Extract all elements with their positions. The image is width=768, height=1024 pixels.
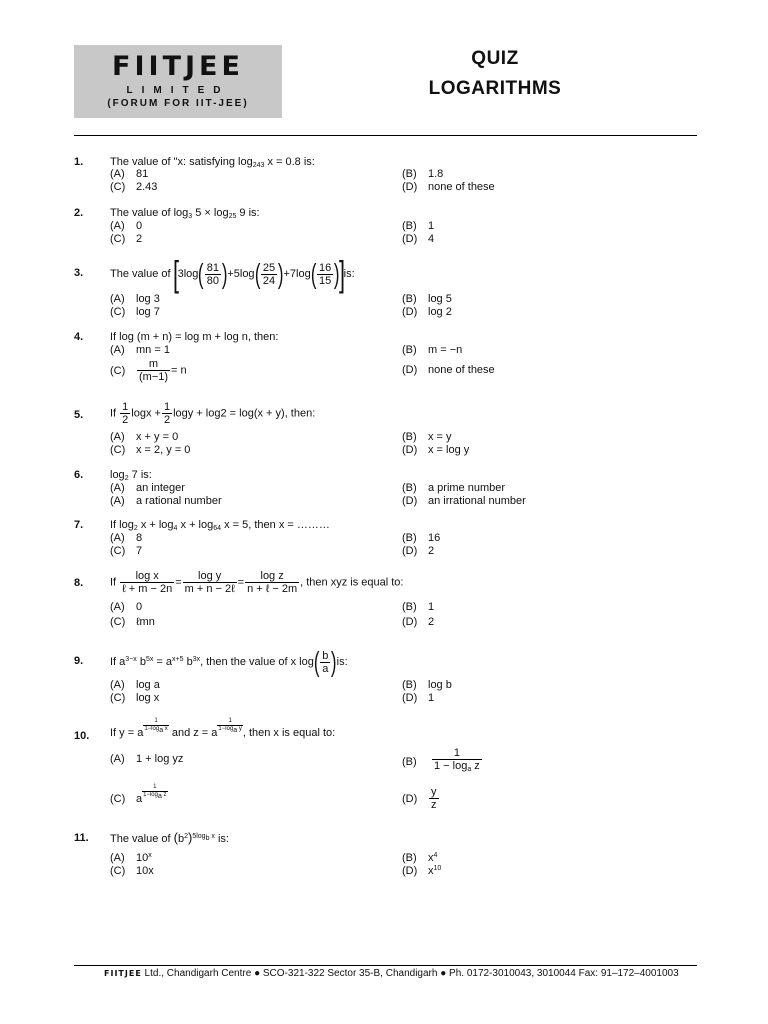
option-c: (C) 2 — [110, 233, 143, 245]
option-d: (D) none of these — [402, 364, 495, 376]
option-c: (C) a $\frac{1}{1-\log_a z}$ — [110, 784, 167, 805]
option-b: (B) 1 — [402, 601, 435, 613]
option-a: (A) 81 — [110, 168, 149, 180]
footer-brand: FIITJEE — [104, 969, 142, 978]
question-7 — [74, 519, 697, 557]
question-number: 5. — [74, 409, 84, 421]
logo-brand-text: FIITJEE — [112, 51, 244, 82]
question-text: If $\frac{1}{2}$ logx + $\frac{1}{2}$ logy + log2 = log(x + y), then: — [110, 401, 316, 426]
question-text: If log (m + n) = log m + log n, then: — [110, 331, 279, 343]
logo-forum-text: (FORUM FOR IIT-JEE) — [107, 98, 249, 109]
option-a: (A) mn = 1 — [110, 344, 170, 356]
question-6 — [74, 469, 697, 507]
option-a: (A) 8 — [110, 532, 143, 544]
option-b: (B) a prime number — [402, 482, 506, 494]
option-d: (D) $x^{10}$ — [402, 865, 442, 877]
question-number: 2. — [74, 207, 84, 219]
option-d: (D) 1 — [402, 692, 435, 704]
question-11 — [74, 830, 697, 877]
option-a: (A) 0 — [110, 220, 143, 232]
question-number: 9. — [74, 655, 84, 667]
question-2 — [74, 207, 697, 245]
question-text: If $\log_2 x + \log_4 x + \log_{64} x = 5$, then x = ……… — [110, 519, 330, 532]
option-c: (C) 10x — [110, 865, 154, 877]
option-c: (C) 2.43 — [110, 181, 158, 193]
question-3 — [74, 253, 697, 318]
option-d: (D) an irrational number — [402, 495, 526, 507]
brand-logo — [74, 45, 282, 118]
question-text: If $\frac{\text{log x}}{\text{ℓ + m − 2n}}$ = $\frac{\text{log y}}{\text{m + n − 2ℓ}}$ = $\frac{\text{log z}}{\text{n + ℓ − 2m}}$ , then xyz is equal to: — [110, 570, 404, 595]
question-number: 6. — [74, 469, 84, 481]
footer-rule — [74, 965, 697, 966]
option-b: (B) x = y — [402, 431, 452, 443]
question-8 — [74, 570, 697, 628]
option-c: (A) a rational number — [110, 495, 222, 507]
option-d: (D) x = log y — [402, 444, 470, 456]
question-1 — [74, 156, 697, 193]
question-number: 1. — [74, 156, 84, 168]
option-b: (B) $\frac{1}{1 - \log_a z}$ — [402, 747, 483, 776]
question-text: $\log_2 7$ is: — [110, 469, 152, 482]
option-b: (B) log 5 — [402, 293, 452, 305]
option-c: (C) ℓmn — [110, 616, 155, 628]
question-4 — [74, 331, 697, 383]
question-text: The value of $\log_3 5 \times \log_{25} 9$ is: — [110, 207, 260, 220]
question-number: 3. — [74, 267, 84, 279]
quiz-title: QUIZ — [471, 48, 519, 69]
question-text: The value of $(b^2)^{5log_b x}$ is: — [110, 830, 229, 845]
option-c: (C) 7 — [110, 545, 143, 557]
option-c: (C) x = 2, y = 0 — [110, 444, 191, 456]
option-b: (B) 16 — [402, 532, 441, 544]
option-c: (C) log x — [110, 692, 160, 704]
option-d: (D) 4 — [402, 233, 435, 245]
question-number: 8. — [74, 577, 84, 589]
question-text: If y = a $\frac{1}{1-\log_a x}$ and z = a $\frac{1}{1-\log_a y}$ , then x is equal to: — [110, 718, 336, 739]
option-a: (A) 1 + log yz — [110, 753, 184, 765]
logo-limited-text: LIMITED — [126, 85, 230, 96]
option-a: (A) 10$^x$ — [110, 852, 152, 864]
option-a: (A) log a — [110, 679, 160, 691]
option-d: (D) 2 — [402, 545, 435, 557]
option-b: (B) log b — [402, 679, 452, 691]
option-a: (A) 0 — [110, 601, 143, 613]
question-10 — [74, 718, 697, 811]
question-number: 11. — [74, 832, 89, 844]
question-5 — [74, 401, 697, 456]
option-d: (D) log 2 — [402, 306, 452, 318]
option-d: (D) none of these — [402, 181, 495, 193]
option-b: (B) $x^4$ — [402, 852, 438, 864]
option-c: (C) $\frac{m}{(m-1)}$ = n — [110, 358, 187, 383]
option-d: (D) 2 — [402, 616, 435, 628]
question-number: 4. — [74, 331, 84, 343]
option-c: (C) log 7 — [110, 306, 160, 318]
question-text: If $a^{3-x}$ $b^{5x} = a^{x+5}$ $b^{3x}$, then the value of x log( $\frac{b}{a}$ )is: — [110, 646, 348, 677]
question-9 — [74, 646, 697, 704]
option-a: (A) x + y = 0 — [110, 431, 179, 443]
option-d: (D) $\frac{y}{z}$ — [402, 786, 437, 811]
option-b: (B) 1.8 — [402, 168, 444, 180]
footer-contact: Ltd., Chandigarh Centre ● SCO-321-322 Sector 35-B, Chandigarh ● Ph. 0172-3010043, 3010044 Fax: 91–172–4001003 — [141, 968, 679, 979]
footer — [104, 968, 679, 979]
question-text: The value of "x: satisfying $\log_{243} x = 0.8$ is: — [110, 156, 315, 169]
question-text: The value of [3log( $\frac{81}{80}$ )+5log( $\frac{25}{24}$ )+7log( $\frac{16}{15}$ )]is: — [110, 253, 355, 294]
question-number: 7. — [74, 519, 84, 531]
option-a: (A) log 3 — [110, 293, 160, 305]
option-b: (B) m = −n — [402, 344, 463, 356]
option-b: (B) 1 — [402, 220, 435, 232]
topic-title: LOGARITHMS — [428, 78, 562, 99]
question-number: 10. — [74, 730, 90, 742]
option-a: (A) an integer — [110, 482, 185, 494]
header-rule — [74, 135, 697, 136]
